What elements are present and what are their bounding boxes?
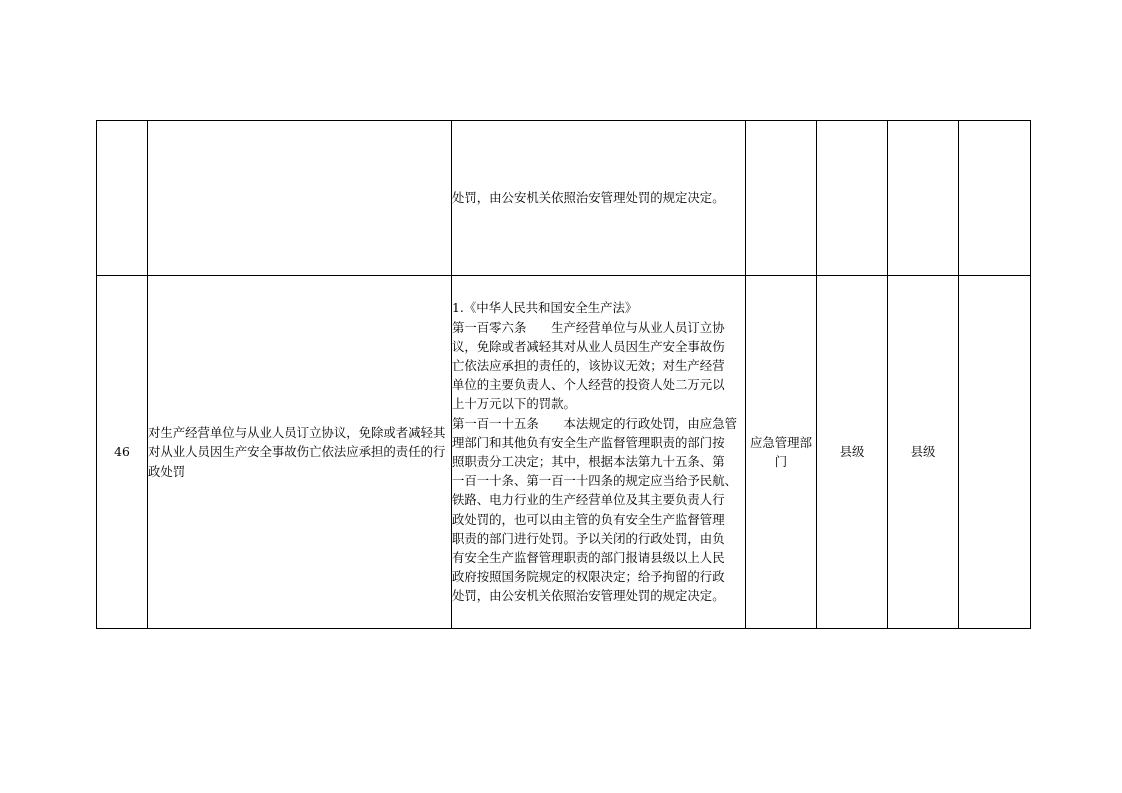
legal-basis-line: 处罚，由公安机关依照治安管理处罚的规定决定。 — [452, 190, 725, 206]
note — [959, 121, 1031, 276]
legal-basis — [452, 121, 746, 276]
legal-basis-line: 有安全生产监督管理职责的部门报请县级以上人民 — [452, 550, 725, 566]
penalty-item: 对生产经营单位与从业人员订立协议，免除或者减轻其对从业人员因生产安全事故伤亡依法应承担的责任的行政处罚 — [148, 276, 452, 629]
legal-basis-line: 第一百一十五条 本法规定的行政处罚，由应急管 — [452, 415, 737, 431]
level-a: 县级 — [817, 276, 888, 629]
row-number: 46 — [97, 276, 148, 629]
legal-basis-line: 职责的部门进行处罚。予以关闭的行政处罚，由负 — [452, 530, 725, 546]
legal-basis-line: 政处罚的，也可以由主管的负有安全生产监督管理 — [452, 511, 725, 527]
legal-basis-line: 政府按照国务院规定的权限决定；给予拘留的行政 — [452, 569, 725, 585]
row-number — [97, 121, 148, 276]
legal-basis-line: 上十万元以下的罚款。 — [452, 396, 576, 412]
level-b — [888, 121, 959, 276]
legal-basis-line: 处罚，由公安机关依照治安管理处罚的规定决定。 — [452, 588, 725, 604]
table-row — [97, 121, 1031, 276]
legal-basis-line: 理部门和其他负有安全生产监督管理职责的部门按 — [452, 434, 725, 450]
legal-basis-line: 一百一十条、第一百一十四条的规定应当给予民航、 — [452, 473, 737, 489]
table-row — [97, 276, 1031, 629]
note — [959, 276, 1031, 629]
department — [746, 121, 817, 276]
department: 应急管理部门 — [746, 276, 817, 629]
legal-basis-line: 单位的主要负责人、个人经营的投资人处二万元以 — [452, 377, 725, 393]
level-a — [817, 121, 888, 276]
legal-basis-line: 亡依法应承担的责任的，该协议无效；对生产经营 — [452, 357, 725, 373]
legal-basis-line: 照职责分工决定；其中，根据本法第九十五条、第 — [452, 454, 725, 469]
legal-basis-line: 1.《中华人民共和国安全生产法》 — [452, 300, 638, 316]
legal-basis-line: 议，免除或者减轻其对从业人员因生产安全事故伤 — [452, 338, 725, 354]
legal-basis-line: 铁路、电力行业的生产经营单位及其主要负责人行 — [452, 492, 725, 508]
legal-basis — [452, 276, 746, 629]
level-b: 县级 — [888, 276, 959, 629]
penalty-item — [148, 121, 452, 276]
penalty-table — [96, 120, 1031, 629]
legal-basis-line: 第一百零六条 生产经营单位与从业人员订立协 — [452, 319, 725, 335]
